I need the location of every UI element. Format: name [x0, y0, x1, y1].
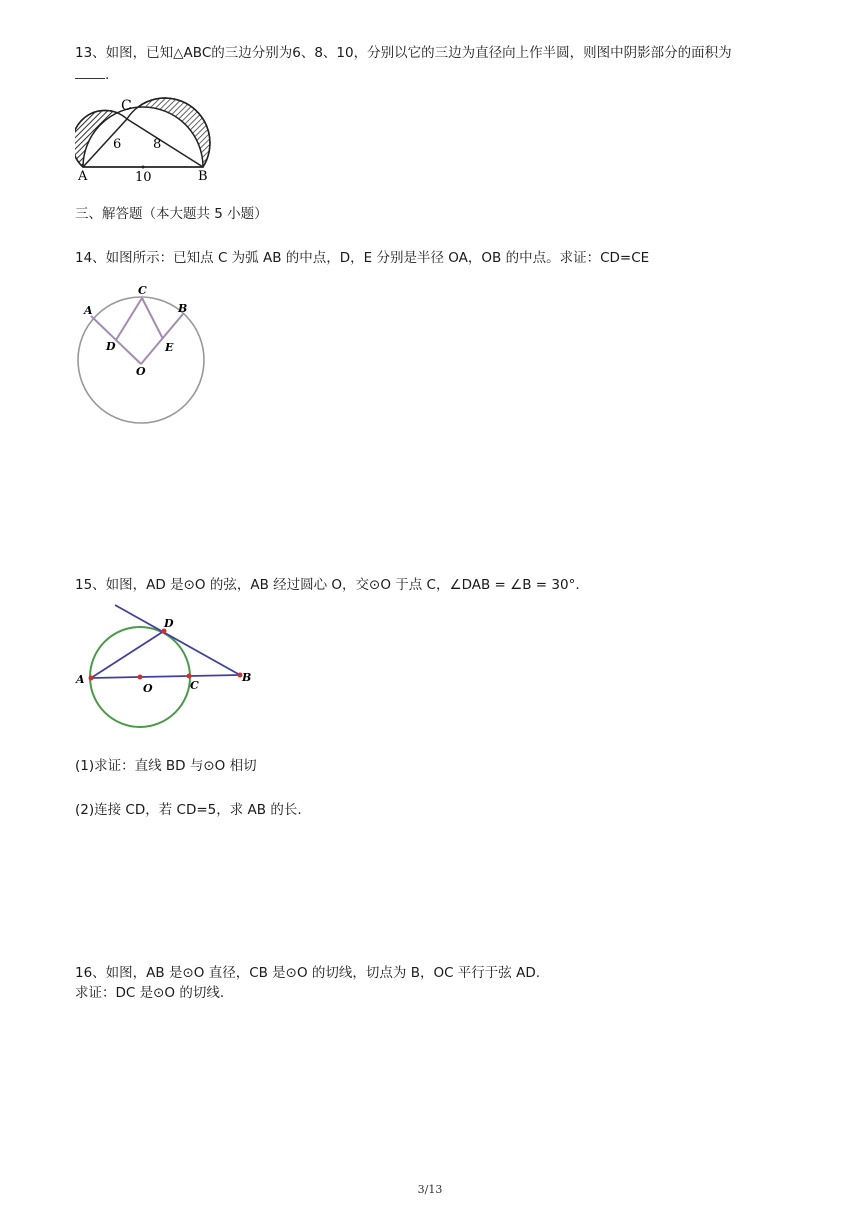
q13-period: . [105, 67, 110, 83]
q15-label-a: A [76, 673, 85, 686]
q15-text: 15、如图，AD 是⊙O 的弦，AB 经过圆心 O，交⊙O 于点 C，∠DAB = ∠B = 30°. [75, 577, 580, 593]
q15-figure [75, 600, 260, 730]
q15-label-o: O [143, 682, 153, 695]
q16-text-line2: 求证：DC 是⊙O 的切线. [75, 985, 225, 1001]
q16-text-line1: 16、如图，AB 是⊙O 直径，CB 是⊙O 的切线，切点为 B，OC 平行于弦 AD. [75, 965, 541, 981]
q15-label-b: B [242, 671, 252, 684]
q14-label-d: D [106, 340, 116, 353]
q14-segment-ce [142, 298, 163, 339]
q15-label-c: C [190, 679, 199, 692]
q15-tangent-line [115, 605, 240, 675]
q15-part1: (1)求证：直线 BD 与⊙O 相切 [75, 758, 257, 774]
q15-chord-ad [91, 631, 164, 678]
q14-label-c: C [138, 284, 147, 297]
q14-circle [78, 297, 204, 423]
q13-side-bc: 8 [153, 137, 162, 152]
page-number: 3/13 [417, 1183, 443, 1196]
answer-blank[interactable] [75, 66, 105, 79]
section-heading: 三、解答题（本大题共 5 小题） [75, 206, 268, 222]
q13-label-a: A [78, 169, 88, 182]
q14-figure [75, 280, 215, 430]
q14-label-b: B [178, 302, 188, 315]
q13-answer-line [75, 66, 109, 84]
q15-label-d: D [164, 617, 174, 630]
q13-text: 13、如图，已知△ABC的三边分别为6、8、10，分别以它的三边为直径向上作半圆，则图中阴影部分的面积为 [75, 45, 732, 61]
q14-label-a: A [84, 304, 93, 317]
q15-part2: (2)连接 CD，若 CD=5，求 AB 的长. [75, 802, 302, 818]
q13-side-ac: 6 [113, 137, 122, 152]
q14-segment-cd [116, 298, 142, 340]
q13-label-c: C [121, 98, 132, 114]
q13-label-b: B [198, 169, 208, 182]
q14-label-o: O [136, 365, 146, 378]
q13-figure [75, 92, 225, 182]
q15-segment-ab [91, 675, 240, 678]
q13-side-ab: 10 [135, 170, 152, 182]
q14-text: 14、如图所示：已知点 C 为弧 AB 的中点，D，E 分别是半径 OA，OB 的中点。求证：CD=CE [75, 250, 650, 266]
q14-label-e: E [165, 341, 174, 354]
